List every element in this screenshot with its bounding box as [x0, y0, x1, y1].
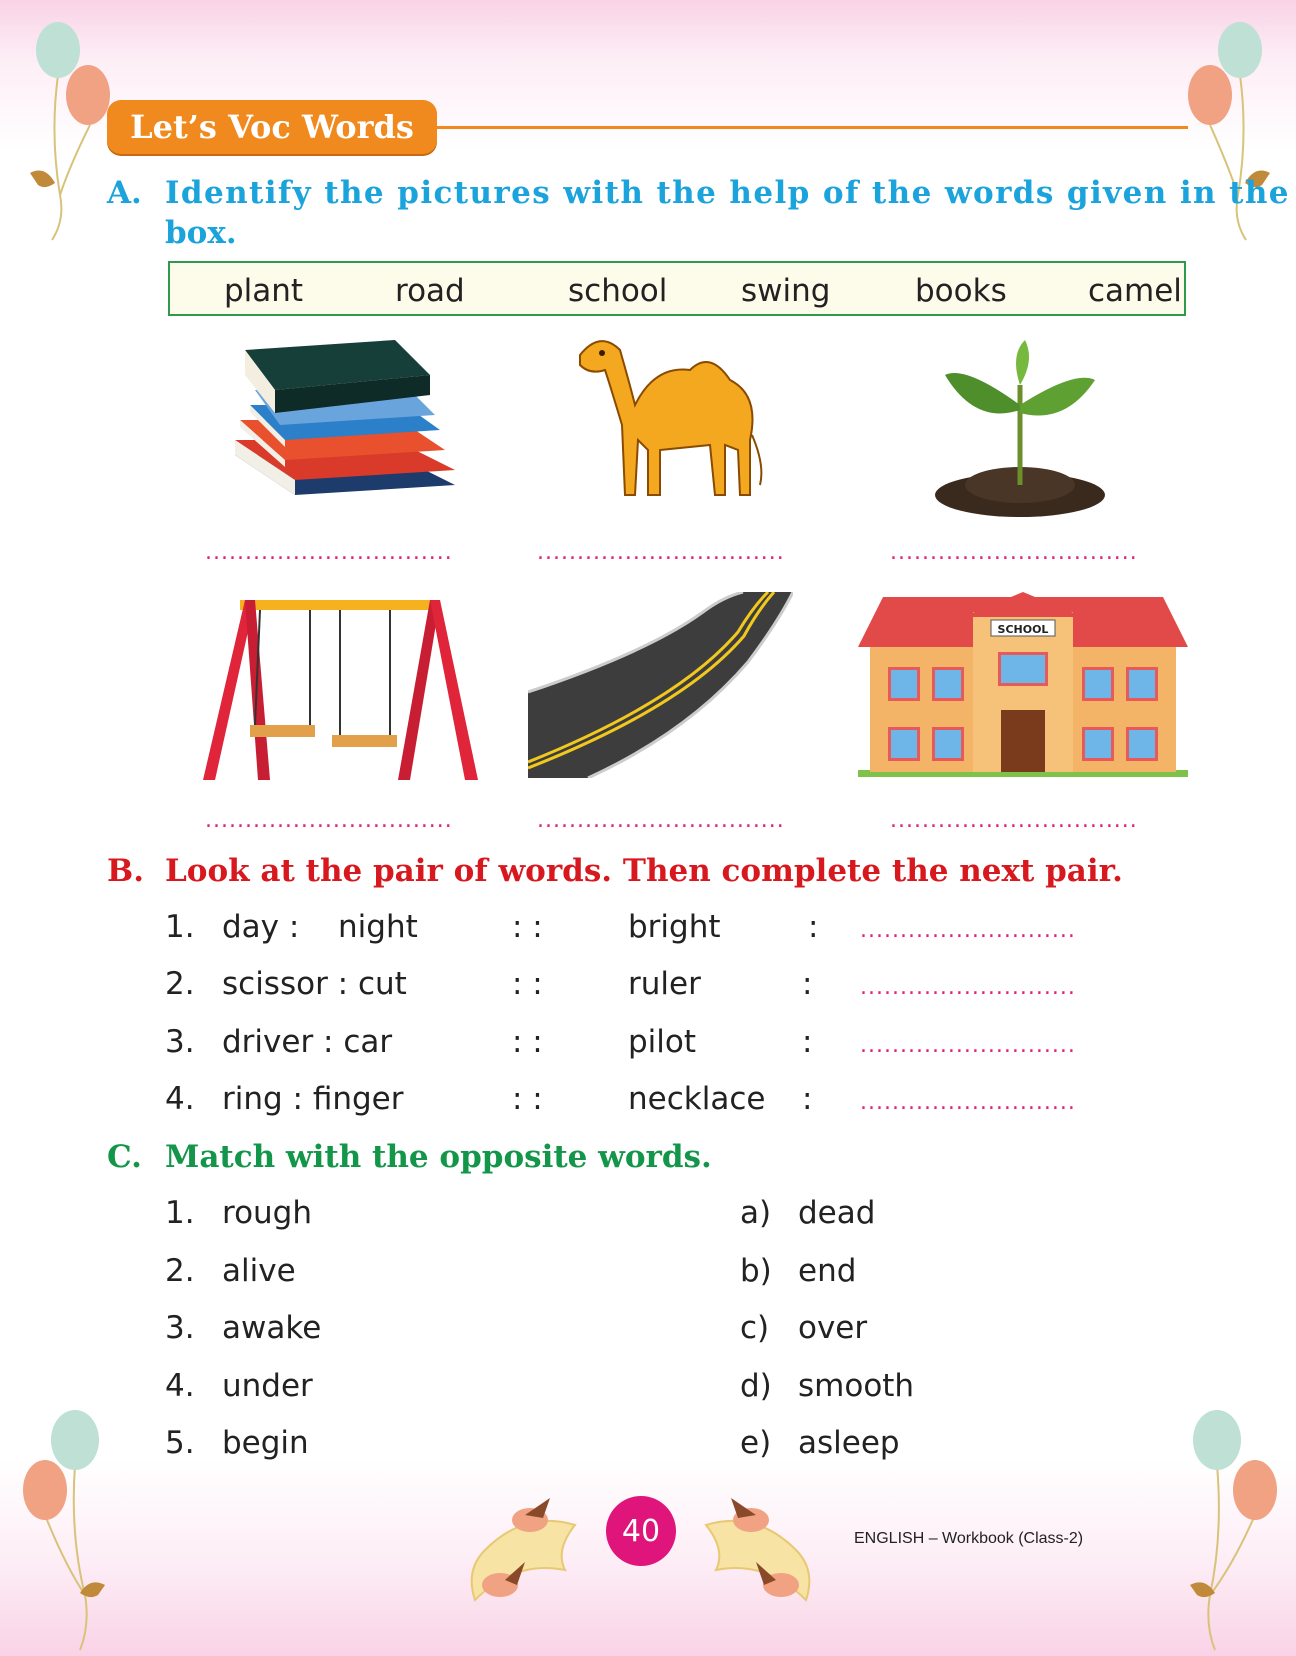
answer-blank[interactable]: ........................... — [860, 975, 1076, 1000]
word-box-item: books — [915, 273, 1007, 309]
row-number: 1. — [165, 909, 195, 945]
answer-blank-school[interactable]: ............................... — [890, 808, 1138, 833]
match-left-number: 5. — [165, 1425, 195, 1461]
colon: : — [808, 909, 819, 945]
match-left-number: 3. — [165, 1310, 195, 1346]
word-box-item: camel — [1088, 273, 1182, 309]
section-a-instruction: Identify the pictures with the help of the words given in the — [165, 175, 1290, 211]
section-a-letter: A. — [107, 175, 142, 211]
match-right-letter: c) — [740, 1310, 770, 1346]
answer-blank-swing[interactable]: ............................... — [205, 808, 453, 833]
match-left-word: under — [222, 1368, 313, 1404]
books-picture — [225, 335, 465, 515]
word-box-item: swing — [741, 273, 831, 309]
match-left-word: alive — [222, 1253, 296, 1289]
page-title: Let’s Voc Words — [107, 100, 437, 154]
pair-separator: : : — [512, 909, 543, 945]
section-b-instruction: Look at the pair of words. Then complete the next pair. — [165, 853, 1123, 889]
balloons-top-left-icon — [10, 15, 120, 245]
answer-blank-plant[interactable]: ............................... — [890, 540, 1138, 565]
match-right-word: over — [798, 1310, 868, 1346]
match-right-word: asleep — [798, 1425, 900, 1461]
answer-blank[interactable]: ........................... — [860, 1090, 1076, 1115]
birds-ribbon-left-icon — [455, 1490, 585, 1615]
school-picture — [858, 592, 1188, 777]
section-a-heading — [107, 175, 1290, 255]
pair-first: scissor : cut — [222, 966, 407, 1002]
colon: : — [802, 1081, 813, 1117]
section-b-heading — [107, 853, 1192, 893]
pair-first: driver : car — [222, 1024, 393, 1060]
pair-first: day : — [222, 909, 300, 945]
next-word: pilot — [628, 1024, 697, 1060]
row-number: 2. — [165, 966, 195, 1002]
balloons-bottom-left-icon — [10, 1405, 120, 1655]
section-c-instruction: Match with the opposite words. — [165, 1139, 712, 1175]
section-c-letter: C. — [107, 1139, 142, 1175]
plant-picture — [925, 335, 1115, 520]
pair-separator: : : — [512, 1081, 543, 1117]
next-word: ruler — [628, 966, 701, 1002]
school-sign-text: SCHOOL — [997, 623, 1049, 636]
match-right-word: smooth — [798, 1368, 915, 1404]
match-left-number: 1. — [165, 1195, 195, 1231]
match-right-letter: b) — [740, 1253, 772, 1289]
match-left-word: begin — [222, 1425, 309, 1461]
answer-blank-camel[interactable]: ............................... — [537, 540, 785, 565]
pair-separator: : : — [512, 1024, 543, 1060]
page-number: 40 — [606, 1496, 676, 1566]
match-left-word: rough — [222, 1195, 313, 1231]
word-box — [168, 261, 1186, 316]
match-right-letter: d) — [740, 1368, 772, 1404]
footer-book-title: ENGLISH – Workbook (Class-2) — [854, 1530, 1084, 1547]
colon: : — [802, 966, 813, 1002]
section-a-instruction-cont: box. — [165, 215, 237, 251]
word-box-item: plant — [224, 273, 304, 309]
answer-blank[interactable]: ........................... — [860, 918, 1076, 943]
match-right-word: dead — [798, 1195, 876, 1231]
answer-blank-books[interactable]: ............................... — [205, 540, 453, 565]
match-right-word: end — [798, 1253, 857, 1289]
row-number: 3. — [165, 1024, 195, 1060]
next-word: bright — [628, 909, 721, 945]
swing-picture — [200, 595, 480, 785]
balloons-bottom-right-icon — [1175, 1405, 1290, 1655]
row-number: 4. — [165, 1081, 195, 1117]
pair-separator: : : — [512, 966, 543, 1002]
next-word: necklace — [628, 1081, 766, 1117]
birds-ribbon-right-icon — [696, 1490, 826, 1615]
pair-first: ring : finger — [222, 1081, 404, 1117]
colon: : — [802, 1024, 813, 1060]
section-c-heading — [107, 1139, 1192, 1179]
camel-picture — [560, 325, 780, 525]
match-right-letter: e) — [740, 1425, 772, 1461]
road-picture — [528, 592, 793, 778]
match-left-word: awake — [222, 1310, 322, 1346]
title-divider — [430, 126, 1188, 129]
section-b-letter: B. — [107, 853, 144, 889]
match-left-number: 2. — [165, 1253, 195, 1289]
answer-blank-road[interactable]: ............................... — [537, 808, 785, 833]
pair-second: night — [338, 909, 418, 945]
match-right-letter: a) — [740, 1195, 772, 1231]
match-left-number: 4. — [165, 1368, 195, 1404]
answer-blank[interactable]: ........................... — [860, 1033, 1076, 1058]
word-box-item: road — [395, 273, 465, 309]
word-box-item: school — [568, 273, 668, 309]
